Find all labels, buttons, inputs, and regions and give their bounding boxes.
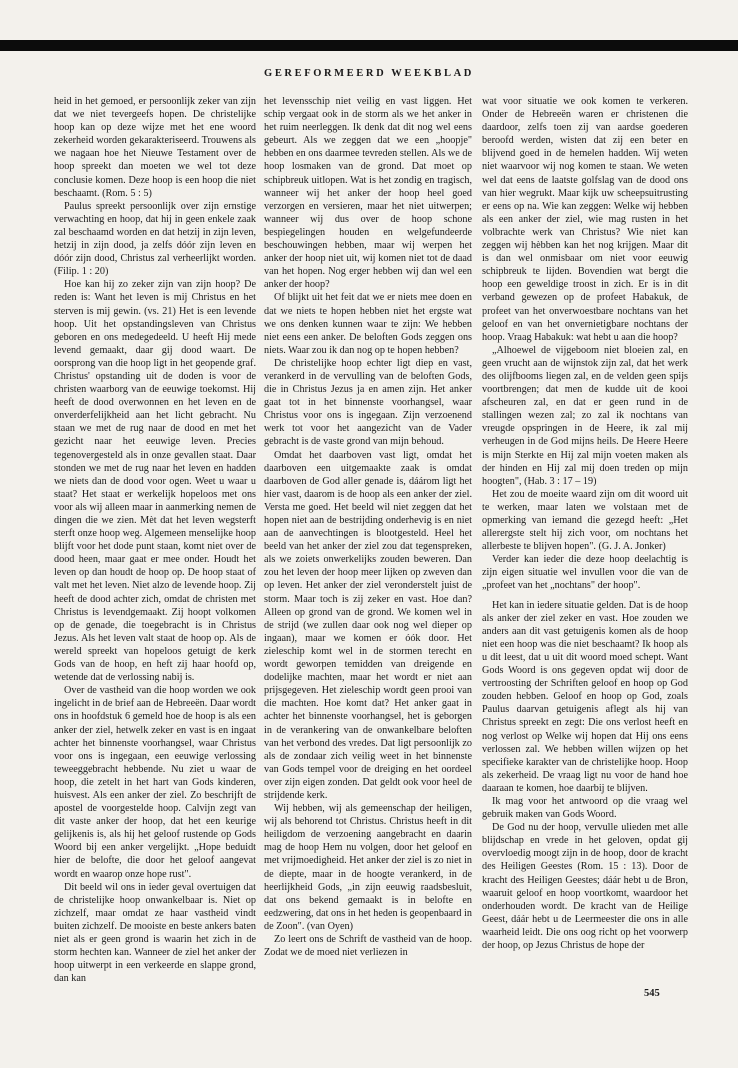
top-black-bar bbox=[0, 40, 738, 51]
column-left bbox=[54, 95, 256, 1010]
paragraph: De God nu der hoop, vervulle ulieden met alle blijdschap en vrede in het geloven, opdat gij overvloedig moogt zijn in de hoop, door de kracht des Heiligen Geestes (Rom. 15 : 13). Door de kracht des Heiligen Geestes; dáár hebt u de Bron, waaruit geloof en hoop voortkomt, waardoor het onderhouden wordt. De kracht van de Heilige Geest, dáár hebt u de Leermeester die ons in alle waarheid leidt. Die ons oog richt op het voorwerp der hoop, op Jezus Christus de hope der bbox=[482, 822, 688, 951]
paragraph: Het kan in iedere situatie gelden. Dat is de hoop als anker der ziel zeker en vast. Hoe zouden we anders aan dit vast getuigenis komen als de hoop niet een hoop was die niet beschaamt? Ik hoop als u dit leest, dat u uit dit woord moed schept. Want Gods Woord is ons gegeven opdat wij door de vertroosting der Schriften geloof en hoop op God zouden hebben. Geloof en hoop op God, zoals Paulus daarvan getuigenis aflegt als hij van Christus spreekt en zegt: Die ons verlost heeft en nog verlost op Welke wij hopen dat Hij ons eens verlossen zal. We hebben willen wijzen op het specifieke karakter van de christelijke hoop. Hoop als zekerheid. De vraag ligt nu voor de hand hoe daaraan te komen, hoe daarbij te blijven. bbox=[482, 599, 688, 794]
column-right bbox=[482, 95, 688, 1010]
paragraph: het levensschip niet veilig en vast liggen. Het schip vergaat ook in de storm als we het anker in het ruim neerleggen. Ik denk dat dit nog wel eens gebeurt. Als we zeggen dat we een „hoopje" hebben en ons daarmee tevreden stellen. Als we de hoop losmaken van de grond. Dat moet op schipbreuk uitlopen. Wat is het zondig en tragisch, wanneer wij het anker der hoop heel goed verzorgen en versieren, maar het niet uitwerpen; wanneer wij dus over de hoop schone bespiegelingen houden en welgefundeerde beschouwingen hebben, maar wij werpen het anker der hoop niet uit, wij komen niet tot de daad van het hopen. Nog erger hebben wij dan wel een anker der hoop? bbox=[264, 96, 472, 291]
paragraph: „Alhoewel de vijgeboom niet bloeien zal, en geen vrucht aan de wijnstok zijn zal, dat het werk des olijfbooms liegen zal, en de velden geen spijs voortbrengen; dat men de kudde uit de kooi afscheuren zal, en dat er geen rund in de stallingen wezen zal; zo zal ik nochtans van vreugde opspringen in de Heere, ik zal mij verheugen in de God mijns heils. De Heere Heere is mijn Sterkte en Hij zal mijn voeten maken als der hinden en Hij zal mij doen treden op mijn hoogten", (Hab. 3 : 17 – 19) bbox=[482, 344, 688, 487]
page-number: 545 bbox=[644, 988, 660, 999]
paragraph: Wij hebben, wij als gemeenschap der heiligen, wij als behorend tot Christus. Christus heeft in dit heiligdom de verzoening aangebracht en daarin mag de hoop Hem nu volgen, door het geloof en met vrijmoedigheid. Het anker der ziel is zo niet in de diepte, maar in de hoogte verankerd, in de heerlijkheid Gods, „in zijn eeuwig raadsbesluit, dat ons bekend gemaakt is in belofte en eedzwering, dat ons in het heden is geopenbaard in de Zoon". (van Oyen) bbox=[264, 803, 472, 932]
paragraph: De christelijke hoop echter ligt diep en vast, verankerd in de vervulling van de beloften Gods, die in Christus Jezus ja en amen zijn. Het anker gaat tot in het binnenste voorhangsel, waar Christus voor ons is ingegaan. Zijn verzoenend werk tot voor het aangezicht van de Vader gebracht is de vaste grond van mijn behoud. bbox=[264, 357, 472, 448]
column-middle bbox=[264, 95, 472, 1010]
paragraph: Hoe kan hij zo zeker zijn van zijn hoop? De reden is: Want het leven is mij Christus en het sterven is mij gewin. (vs. 21) Het is een levende hoop. Uit het opstandingsleven van Christus geboren en ons medegedeeld. U heeft Hij mede levend gemaakt, daar gij dood waart. De oorsprong van die hoop ligt in het geopende graf. Christus' opstanding uit de doden is voor de christen waarborg van de eeuwige toekomst. Hij heeft de dood overwonnen en het leven en de onverderfelijkheid aan het licht gebracht. Nu staan we met de rug naar de dood en met het gezicht naar het eeuwige leven. Precies tegenovergesteld als in onze gevallen staat. Daar stonden we met de rug naar het leven en hadden we niets dan de dood voor ogen. Weet u waar u staat? Het staat er werkelijk hopeloos met ons voor als wij alleen maar in aanmerking nemen de dingen die we zien. Mèt dat het leven wegsterft sterft onze hoop weg. Algemeen menselijke hoop blijft voor het dode punt staan, komt niet over de dood heen, maar gaat er mee onder. Houdt het leven op dan houdt de hoop op. De hoop staat of valt met het leven. Niet alzo de levende hoop. Zij heeft de dood achter zich, omdat de christen met Christus is levendgemaakt. Zij hoopt volkomen op de genade, die toegebracht is in Christus Jezus. Als het leven valt staat de hoop op. Als de wereld spreekt van hopeloos getuigt de kerk Gods van de hoop, en heft zij haar hoofd op, wetende dat de verlossing nabij is. bbox=[54, 279, 256, 684]
paragraph: wat voor situatie we ook komen te verkeren. Onder de Hebreeën waren er christenen die daardoor, zelfs toen zij van aardse goederen beroofd werden, wisten dat zij een beter en blijvend goed in de hemelen hadden. Wij weten niet waarvoor wij nog komen te staan. We weten wel dat eens de laatste golfslag van de dood ons van hier wegrukt. Maar kijk uw scheepsuitrusting er eens op na. Wie kan zeggen: Welke wij hebben als een anker der ziel, wie mag rusten in het volbrachte werk van Christus? Wie niet kan zeggen wij hèbben kan het nog krijgen. Maar dit is dan wel onmisbaar om niet voor eeuwig schipbreuk te lijden. Bovendien wat bergt die hoop een geweldige troost in zich. Er is in dit verband gewezen op de profeet Habakuk, de profeet van het onverwoestbare nochtans van het geloof en van het onvernietigbare nochtans der hoop. Vraag Habakuk: wat hebt u aan die hoop? bbox=[482, 96, 688, 343]
running-header: GEREFORMEERD WEEKBLAD bbox=[264, 68, 474, 79]
paragraph: heid in het gemoed, er persoonlijk zeker van zijn dat we niet tevergeefs hopen. De christelijke hoop kan op deze wijze met het ene woord zekerheid worden gekarakteriseerd. Trouwens als we nagaan hoe het Nieuwe Testament over de hoop spreekt dan moeten we wel tot deze conclusie komen. Deze hoop is een hoop die niet beschaamt. (Rom. 5 : 5) bbox=[54, 96, 256, 199]
paragraph: Verder kan ieder die deze hoop deelachtig is zijn eigen situatie wel invullen voor die van de „profeet van het „nochtans" der hoop". bbox=[482, 554, 688, 592]
paragraph: Omdat het daarboven vast ligt, omdat het daarboven een uitgemaakte zaak is omdat daarboven de God aller genade is, dáárom ligt het hier vast, daarom is de hoop als een anker der ziel. Versta me goed. Het beeld wil niet zeggen dat het hopen niet aan de bestrijding onderhevig is en niet aan de aanvechtingen is blootgesteld. Heel het beeld van het anker der ziel zou dat tegenspreken, als we zoiets onwerkelijks zouden beweren. Dan zou het leven der hoop meer lijken op zweven dan op leven. Het anker der ziel veronderstelt juist de storm. Maar toch is zij zeker en vast. Hoe dan? Alleen op grond van de grond. We komen wel in de strijd (we zullen daar ook nog wel dieper op ingaan), maar we komen er óók door. Het zieleschip komt wel in de stormen terecht en wordt geworpen temidden van dreigende en dodelijke machten, maar het wordt er niet aan prijsgegeven. Het zieleschip wordt geen prooi van die machten. Hoe komt dat? Het anker gaat in achter het binnenste voorhangsel, het is geborgen in de verankering van de onwankelbare beloften van het verbond des vredes. Dat ligt persoonlijk zo als de zondaar zich veilig weet in het binnenste van Gods tempel voor de dreiging en het oordeel over zijn eigen zonden. Dat geldt ook voor heel de strijdende kerk. bbox=[264, 449, 472, 801]
paragraph: Paulus spreekt persoonlijk over zijn ernstige verwachting en hoop, dat hij in geen enkele zaak zal beschaamd worden en dat hetzij in zijn leven, hetzij in zijn dood, ja zelfs dóór zijn leven en dóór zijn dood, Christus zal verheerlijkt worden. (Filip. 1 : 20) bbox=[54, 200, 256, 278]
paragraph: Zo leert ons de Schrift de vastheid van de hoop. Zodat we de moed niet verliezen in bbox=[264, 934, 472, 959]
paragraph: Over de vastheid van die hoop worden we ook ingelicht in de brief aan de Hebreeën. Daar wordt ons in hoofdstuk 6 gemeld hoe de hoop is als een anker der ziel, hetwelk zeker en vast is en ingaat achter het binnenste voorhangsel, waar Christus voor ons is ingegaan, een eeuwige verlossing teweeggebracht hebbende. Nu ziet u waar de hoop, die zetelt in het hart van Gods kinderen, huisvest. Als een anker der ziel. Zo beschrijft de apostel de voorgestelde hoop. Calvijn zegt van dit vaste anker der hoop, dat het een keurige gelijkenis is, als hij het geloof rustende op Gods Woord bij een anker vergelijkt. „Hope beduidt hier de belofte, die door het geloof aangevat wordt en waarop onze hope rust". bbox=[54, 685, 256, 880]
paragraph: Dit beeld wil ons in ieder geval overtuigen dat de christelijke hoop onwankelbaar is. Niet op zichzelf, maar omdat ze haar vastheid vindt buiten zichzelf. De mooiste en beste ankers baten niet als er geen grond is waarin het zich in de storm hechten kan. Wanneer de ziel het anker der hoop uitwerpt in een verkeerde en slappe grond, dan kan bbox=[54, 881, 256, 985]
paragraph: Of blijkt uit het feit dat we er niets mee doen en dat we niets te hopen hebben niet het ergste wat we ons denken kunnen waar te zijn: We hebben niet eens een anker. De beloften Gods zeggen ons niets. Waar zou ik dan nog op te hopen hebben? bbox=[264, 292, 472, 356]
paragraph: Ik mag voor het antwoord op die vraag wel gebruik maken van Gods Woord. bbox=[482, 795, 688, 821]
paragraph: Het zou de moeite waard zijn om dit woord uit te werken, maar laten we volstaan met de opmerking van iemand die gezegd heeft: „Het allerergste stelt hij zich voor, om nochtans het allerbeste te blijven hopen". (G. J. A. Jonker) bbox=[482, 488, 688, 553]
